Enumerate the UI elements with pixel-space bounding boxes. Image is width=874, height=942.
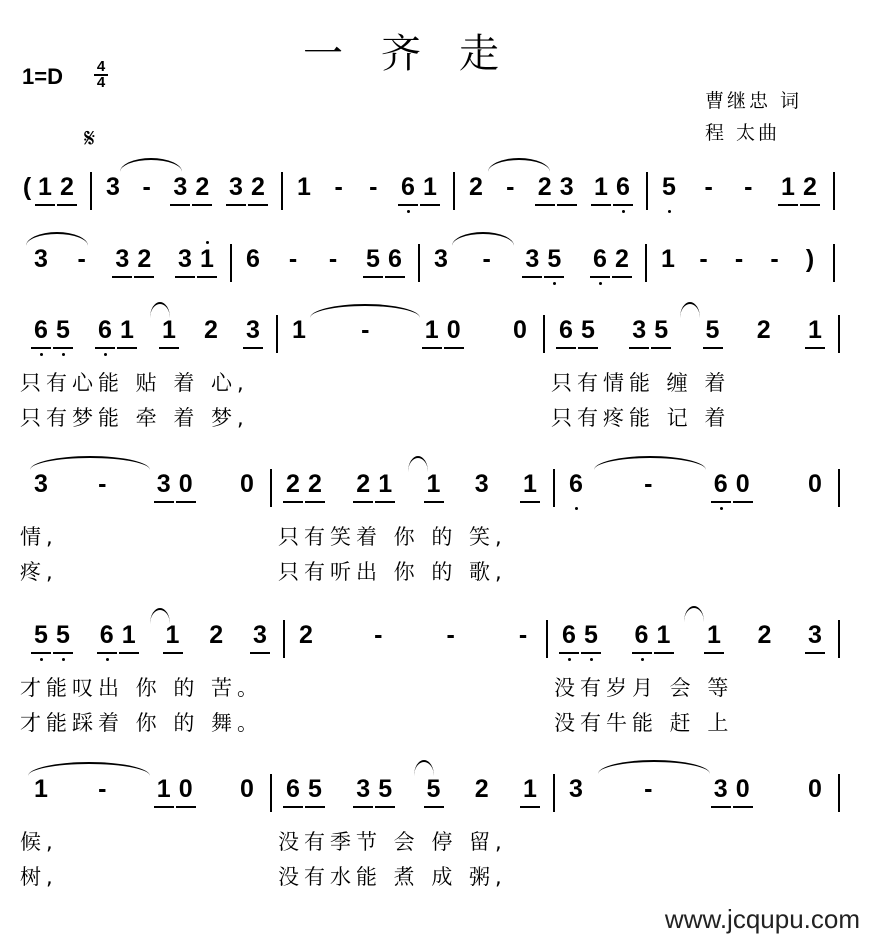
dash-extension: - <box>446 621 455 649</box>
measure <box>555 774 840 812</box>
note: 5 <box>362 244 384 274</box>
measure <box>555 469 840 507</box>
lyric-verse-2: 没有水能 煮 成 粥, <box>278 865 507 889</box>
lyric-verse-1: 没有岁月 会 等 <box>554 676 734 700</box>
note: 2 <box>611 244 633 274</box>
lyric-verse-2: 才能踩着 你 的 舞。 <box>20 711 264 735</box>
note: 2 <box>352 469 374 499</box>
dash-extension: - <box>361 316 370 344</box>
note: 3 <box>225 172 247 202</box>
note: 1 <box>196 244 218 274</box>
note: 0 <box>240 775 254 803</box>
lyric-verse-2: 树, <box>20 865 58 889</box>
note: 2 <box>247 172 269 202</box>
note: 0 <box>808 470 822 498</box>
tie <box>30 456 150 470</box>
note: 2 <box>304 469 326 499</box>
note: 3 <box>521 244 543 274</box>
beam-group <box>153 774 197 804</box>
beam-group <box>30 620 74 650</box>
measure <box>20 315 278 430</box>
dash-extension: - <box>328 245 338 273</box>
note: 1 <box>777 172 799 202</box>
note: 1 <box>34 172 56 202</box>
beam-group <box>702 315 724 345</box>
note: 1 <box>519 469 541 499</box>
measure <box>648 172 835 210</box>
beam-group <box>590 172 634 202</box>
lyric-verse-1: 只有心能 贴 着 心, <box>20 371 249 395</box>
note: 3 <box>710 774 732 804</box>
beam-group <box>555 315 599 345</box>
beam-group <box>158 315 180 345</box>
note: 6 <box>710 469 732 499</box>
measure <box>232 244 420 282</box>
beam-group <box>249 620 271 650</box>
note: 5 <box>423 774 445 804</box>
measure <box>283 172 455 210</box>
note: 6 <box>558 620 580 650</box>
beam-group <box>710 774 754 804</box>
tie <box>452 232 514 246</box>
note: 2 <box>799 172 821 202</box>
note: 0 <box>732 469 754 499</box>
note: 3 <box>569 775 583 803</box>
measure <box>272 774 555 889</box>
tie <box>414 760 434 776</box>
note: 1 <box>116 315 138 345</box>
lyric-verse-1: 情, <box>20 525 58 549</box>
beam-group <box>96 620 140 650</box>
measure <box>455 172 648 210</box>
note: 1 <box>590 172 612 202</box>
note: 3 <box>556 172 578 202</box>
note: 1 <box>703 620 725 650</box>
note: 6 <box>631 620 653 650</box>
measure <box>20 774 272 889</box>
note: 6 <box>384 244 406 274</box>
note: 5 <box>702 315 724 345</box>
measure <box>272 469 555 584</box>
measure <box>20 244 232 282</box>
beam-group <box>282 774 326 804</box>
note: 2 <box>534 172 556 202</box>
meter-top: 4 <box>96 58 106 75</box>
beam-group <box>519 774 541 804</box>
note: 6 <box>612 172 634 202</box>
beam-group <box>94 315 138 345</box>
note: 2 <box>191 172 213 202</box>
lyric-verse-2: 只有梦能 牵 着 梦, <box>20 406 249 430</box>
dash-extension: - <box>98 470 107 498</box>
dash-extension: - <box>506 173 515 201</box>
beam-group <box>242 315 264 345</box>
key-signature: 1=D <box>22 64 63 89</box>
beam-group <box>423 774 445 804</box>
beam-group <box>352 774 396 804</box>
tie <box>408 456 428 472</box>
note: 5 <box>30 620 52 650</box>
beam-group <box>534 172 578 202</box>
lyric-verse-1: 没有季节 会 停 留, <box>278 830 507 854</box>
measure <box>20 469 272 584</box>
note: 6 <box>30 315 52 345</box>
note: 3 <box>804 620 826 650</box>
note: 6 <box>565 469 587 499</box>
note: 2 <box>282 469 304 499</box>
note: 5 <box>658 172 680 202</box>
note: 1 <box>653 620 675 650</box>
beam-group <box>153 469 197 499</box>
dash-extension: - <box>334 173 343 201</box>
dash-extension: - <box>699 245 708 273</box>
note: 3 <box>34 470 48 498</box>
beam-group <box>521 244 565 274</box>
tie <box>120 158 182 172</box>
beam-group <box>423 469 445 499</box>
beam-group <box>804 315 826 345</box>
note: 1 <box>162 620 184 650</box>
note: 0 <box>240 470 254 498</box>
dash-extension: - <box>374 621 383 649</box>
dash-extension: - <box>770 245 779 273</box>
music-system-1 <box>20 172 835 210</box>
dash-extension: - <box>369 173 378 201</box>
note: 3 <box>242 315 264 345</box>
note: 6 <box>555 315 577 345</box>
note: 3 <box>352 774 374 804</box>
note: 2 <box>756 316 771 344</box>
beam-group <box>34 172 78 202</box>
beam-group <box>225 172 269 202</box>
note: 0 <box>443 315 465 345</box>
note: 5 <box>577 315 599 345</box>
beam-group <box>710 469 754 499</box>
note: 2 <box>133 244 155 274</box>
note: 5 <box>543 244 565 274</box>
music-system-5 <box>20 620 840 735</box>
lyric-verse-2: 疼, <box>20 560 58 584</box>
note: 3 <box>153 469 175 499</box>
tie <box>150 302 170 318</box>
lyric-verse-2: 只有疼能 记 着 <box>551 406 731 430</box>
beam-group <box>519 469 541 499</box>
dash-extension: - <box>744 173 753 201</box>
note: 2 <box>757 621 772 649</box>
dash-extension: - <box>704 173 713 201</box>
note: 3 <box>106 173 120 201</box>
tie <box>150 608 170 624</box>
note: 1 <box>419 172 441 202</box>
dash-extension: - <box>288 245 298 273</box>
dash-extension: - <box>518 621 528 649</box>
note: 6 <box>94 315 116 345</box>
music-system-6 <box>20 774 840 889</box>
note: 1 <box>423 469 445 499</box>
beam-group <box>169 172 213 202</box>
tie <box>310 304 420 318</box>
tie <box>26 232 88 246</box>
note: 3 <box>474 470 489 498</box>
note: 0 <box>175 774 197 804</box>
measure <box>647 244 835 282</box>
note: 3 <box>628 315 650 345</box>
music-system-4 <box>20 469 840 584</box>
note: 0 <box>808 775 822 803</box>
note: 5 <box>580 620 602 650</box>
measure <box>420 244 647 282</box>
beam-group <box>558 620 602 650</box>
note: 6 <box>589 244 611 274</box>
note: 2 <box>469 173 483 201</box>
note: 3 <box>34 245 48 273</box>
tie <box>684 606 704 622</box>
note: 0 <box>513 316 527 344</box>
measure <box>20 620 285 735</box>
note: 0 <box>175 469 197 499</box>
note: 3 <box>434 245 448 273</box>
note: 5 <box>650 315 672 345</box>
segno-icon: 𝄋 <box>84 124 96 154</box>
note: 6 <box>397 172 419 202</box>
beam-group <box>703 620 725 650</box>
note: 3 <box>111 244 133 274</box>
note: 1 <box>519 774 541 804</box>
repeat-paren: ) <box>805 245 815 273</box>
lyricist-credit: 曹继忠 词 <box>705 90 803 112</box>
music-system-3 <box>20 315 840 430</box>
lyric-verse-1: 只有笑着 你 的 笑, <box>278 525 507 549</box>
note: 2 <box>56 172 78 202</box>
lyric-verse-1: 只有情能 缠 着 <box>551 371 731 395</box>
note: 5 <box>304 774 326 804</box>
note: 1 <box>118 620 140 650</box>
beam-group <box>777 172 821 202</box>
lyric-verse-2: 没有牛能 赶 上 <box>554 711 734 735</box>
beam-group <box>352 469 396 499</box>
note: 5 <box>374 774 396 804</box>
beam-group <box>30 315 74 345</box>
tie <box>680 302 700 318</box>
lyric-verse-1: 候, <box>20 830 58 854</box>
music-system-2 <box>20 244 835 282</box>
tie <box>28 762 150 776</box>
tie <box>594 456 706 470</box>
dash-extension: - <box>98 775 107 803</box>
meter-bottom: 4 <box>96 74 106 91</box>
beam-group <box>631 620 675 650</box>
note: 2 <box>209 621 224 649</box>
note: 3 <box>174 244 196 274</box>
beam-group <box>162 620 184 650</box>
note: 1 <box>297 173 311 201</box>
note: 1 <box>374 469 396 499</box>
note: 1 <box>34 775 48 803</box>
beam-group <box>421 315 465 345</box>
dash-extension: - <box>482 245 491 273</box>
measure <box>545 315 840 430</box>
note: 6 <box>96 620 118 650</box>
composer-credit: 程 太曲 <box>705 122 781 144</box>
note: 2 <box>474 775 489 803</box>
note: 1 <box>292 316 306 344</box>
watermark: www.jcqupu.com <box>664 904 860 934</box>
note: 1 <box>153 774 175 804</box>
note: 1 <box>421 315 443 345</box>
time-signature <box>94 60 108 90</box>
note: 2 <box>204 316 218 344</box>
tie <box>488 158 550 172</box>
measure <box>278 315 545 353</box>
measure <box>92 172 283 210</box>
note: 5 <box>52 620 74 650</box>
note: 6 <box>246 245 260 273</box>
lyric-verse-2: 只有听出 你 的 歌, <box>278 560 507 584</box>
measure <box>548 620 840 735</box>
beam-group <box>362 244 406 274</box>
note: 0 <box>732 774 754 804</box>
note: 5 <box>52 315 74 345</box>
dash-extension: - <box>644 775 653 803</box>
note: 1 <box>158 315 180 345</box>
song-title: 一齐走 <box>303 31 537 77</box>
note: 2 <box>299 621 313 649</box>
lyric-verse-1: 才能叹出 你 的 苦。 <box>20 676 264 700</box>
note: 1 <box>804 315 826 345</box>
dash-extension: - <box>142 173 151 201</box>
tie <box>598 760 710 774</box>
note: 6 <box>282 774 304 804</box>
note: 3 <box>169 172 191 202</box>
beam-group <box>589 244 633 274</box>
beam-group <box>397 172 441 202</box>
dash-extension: - <box>734 245 744 273</box>
beam-group <box>804 620 826 650</box>
measure <box>285 620 548 658</box>
beam-group <box>111 244 155 274</box>
dash-extension: - <box>644 470 653 498</box>
dash-extension: - <box>77 245 86 273</box>
note: 1 <box>661 245 675 273</box>
beam-group <box>628 315 672 345</box>
beam-group <box>282 469 326 499</box>
measure <box>20 172 92 210</box>
note: 3 <box>249 620 271 650</box>
beam-group <box>174 244 218 274</box>
repeat-paren: ( <box>22 173 32 201</box>
